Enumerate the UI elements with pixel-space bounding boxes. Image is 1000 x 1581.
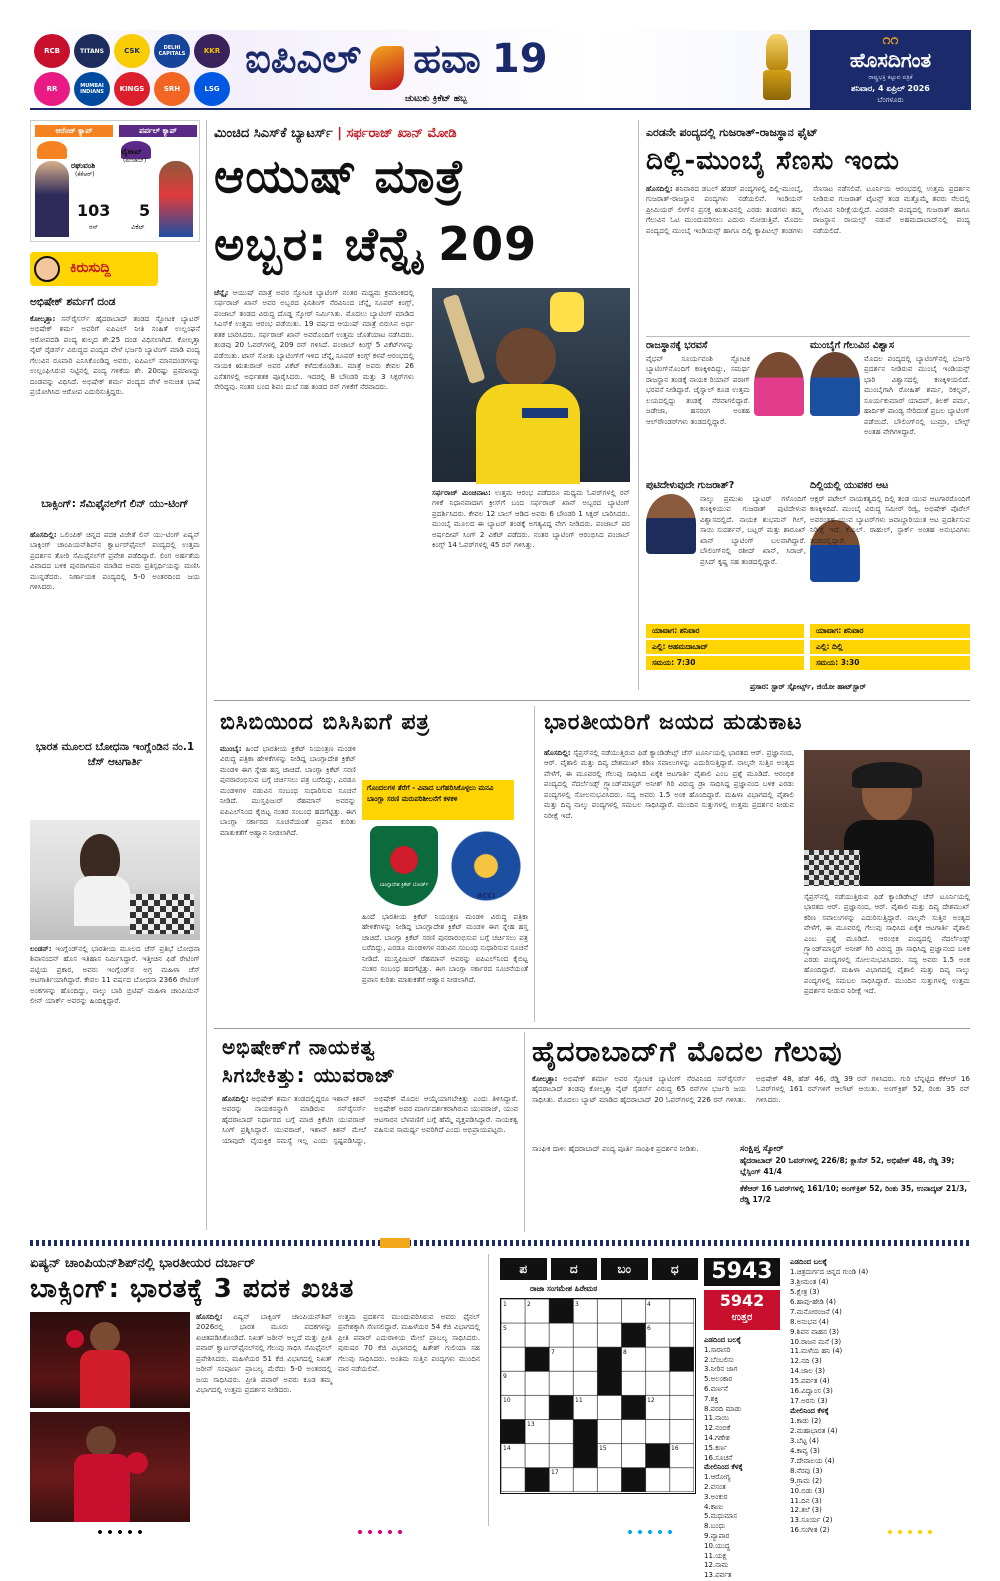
grid-num-11: 11 [575,1397,583,1404]
match-preview-kicker: ಎರಡನೇ ಪಂದ್ಯದಲ್ಲಿ ಗುಜರಾತ್-ರಾಜಸ್ಥಾನ ಫೈಟ್ [646,126,818,139]
answer-down-5: 7.ದೇವಾಲಯ (4) [790,1456,835,1465]
answer-across-8: 10.ರಾಜನ ಮನೆ (3) [790,1337,842,1346]
grid-num-4: 4 [647,1301,651,1308]
answer-across-12: 15.ಪರ್ವತ (4) [790,1377,830,1386]
clue-across-11: 15.ಕರ್ಣ [704,1443,727,1452]
chess-headline: ಭಾರತೀಯರಿಗೆ ಜಯದ ಹುಡುಕಾಟ [544,710,803,735]
bcb-body-1: ಮುಂಬೈ: ಹಿಂದೆ ಭಾರತೀಯ ಕ್ರಿಕೆಟ್ ನಿಯಂತ್ರಣ ಮಂಡಳಿ ವಿರುದ್ಧ ಪತ್ರಿಕಾ ಹೇಳಿಕೆಗಳನ್ನು ನೀಡಿದ್ದ ಬಾಂಗ್ಲಾದೇಶ ಕ್ರಿಕೆಟ್ ಮಂಡಳಿ ಈಗ ಸ್ನೇಹ ಹಸ್ತ ಚಾಚಿದೆ. ಬಾಂಗ್ಲಾ ಕ್ರಿಕೆಟ್ ಸರಣಿ ಪುನರಾರಂಭಿಸುವ ಬಗ್ಗೆ ಚರ್ಚಿಸಲು ಪತ್ರ ಬರೆದಿದ್ದು, ಎರಡೂ ಮಂಡಳಿಗಳ ನಡುವಿನ ಸಂಬಂಧ ಸುಧಾರಿಸುವ ಸೂಚನೆ ನೀಡಿದೆ. ಮುಸ್ತಫಿಜುರ್ ರೆಹಮಾನ್ ಅವರನ್ನು ಐಪಿಎಲ್‌ನಿಂದ ಕೈಬಿಟ್ಟ ನಂತರ ಸಂಬಂಧ ಹದಗೆಟ್ಟಿತ್ತು. ಈಗ ಬಾಂಗ್ಲಾ ಸರ್ಕಾರದ ಸೂಚನೆಯಂತೆ ಪ್ರವಾಸ ಕುರಿತು ಮಾತುಕತೆಗೆ ಆಹ್ವಾನ ನೀಡಲಾಗಿದೆ. [220,744,357,837]
paper-sub: ರಾಷ್ಟ್ರಭಕ್ತಿ ಕಟ್ಟುವ ಪತ್ರಿಕೆ [868,74,913,81]
srh-body: ಕೋಲ್ಕತ್ತಾ: ಅಭಿಷೇಕ್ ಶರ್ಮಾ ಅವರ ಸ್ಫೋಟಕ ಬ್ಯಾಟಿಂಗ್ ನೆರವಿನಿಂದ ಸನ್‌ರೈಸರ್ಸ್ ಹೈದರಾಬಾದ್ ತಂಡವು ಕೋಲ್ಕತ್ತಾ ನೈಟ್ ರೈಡರ್ಸ್ ವಿರುದ್ಧ 65 ರನ್‌ಗಳ ಭರ್ಜರಿ ಜಯ ಸಾಧಿಸಿತು. ಮೊದಲು ಬ್ಯಾಟ್ ಮಾಡಿದ ಹೈದರಾಬಾದ್ 20 ಓವರ್‌ಗಳಲ್ಲಿ 226 ರನ್ ಗಳಿಸಿತು. ಅಭಿಷೇಕ್ 48, ಹೆಡ್ 46, ರೆಡ್ಡಿ 39 ರನ್ ಗಳಿಸಿದರು. ಗುರಿ ಬೆನ್ನಟ್ಟಿದ ಕೆಕೆಆರ್ 16 ಓವರ್‌ಗಳಲ್ಲಿ 161 ರನ್‌ಗಳಿಗೆ ಆಲೌಟ್ ಆಯಿತು. ಅಂಗ್‌ಕ್ರಿಶ್ 52, ರಿಂಕು 35 ರನ್ ಗಳಿಸಿದರು. [532,1074,970,1104]
brief-1-body: ಕೋಲ್ಕತ್ತಾ: ಸನ್‌ರೈಸರ್ಸ್ ಹೈದರಾಬಾದ್ ತಂಡದ ಸ್ಫೋಟಕ ಬ್ಯಾಟರ್ ಅಭಿಷೇಕ್ ಶರ್ಮ ಅವರಿಗೆ ಐಪಿಎಲ್ ನೀತಿ ಸಂಹಿತೆ ಉಲ್ಲಂಘನೆ ಆರೋಪದಡಿ ಪಂದ್ಯ ಶುಲ್ಕದ ಶೇ.25 ದಂಡ ವಿಧಿಸಲಾಗಿದೆ. ಕೋಲ್ಕತ್ತಾ ನೈಟ್ ರೈಡರ್ಸ್ ವಿರುದ್ಧದ ಪಂದ್ಯದ ವೇಳೆ ಭರ್ಜರಿ ಬ್ಯಾಟಿಂಗ್ ಮಾಡಿ ಪಂದ್ಯ ಗೆಲುವಿನ ರೂವಾರಿ ಎನಿಸಿಕೊಂಡಿದ್ದ ಅವರು, ಐಪಿಎಲ್ ಮಾನದಂಡಗಳನ್ನು ಉಲ್ಲಂಘಿಸಿರುವ ನಿಟ್ಟಿನಲ್ಲಿ ಪಂದ್ಯ ಗಳಿಕೆಯ ಶೇ. 20ರಷ್ಟು ಪ್ರಮಾಣದ್ದು ದಂಡವನ್ನು ವಿಧಿಸಿದೆ. ಅಭಿಷೇಕ್ ಶರ್ಮ ಪಂದ್ಯದ ವೇಳೆ ಅನುಚಿತ ಭಾಷೆ ಪ್ರಯೋಗಿಸಿದ ಆರೋಪ ಎದುರಿಸುತ್ತಿದ್ದರು. [30,314,200,397]
answers-list [790,1258,970,1535]
orange-cap-unit: ರನ್ [89,223,99,231]
grid-num-13: 13 [527,1421,535,1428]
orange-cap-label: ಆರೆಂಜ್ ಕ್ಯಾಪ್ [35,125,113,137]
grid-num-10: 10 [503,1397,511,1404]
grid-num-5: 5 [503,1325,507,1332]
clue-across-10: 14.ಗಣೇಶ [704,1433,730,1442]
lead-headline-1: ಆಯುಷ್ ಮಾತ್ರೆ [214,149,465,203]
grid-num-15: 15 [599,1445,607,1452]
purple-player-photo [159,161,193,237]
banner-title-ipl: ಐಪಿಎಲ್ [245,36,362,82]
brief-3-body: ಲಂಡನ್: ಇಂಗ್ಲೆಂಡ್‌ನಲ್ಲಿ ಭಾರತೀಯ ಮೂಲದ ಚೆಸ್ ಪ್ರತಿಭೆ ಬೋಧನಾ ಶಿವಾನಂದನ್ ಹೊಸ ಇತಿಹಾಸ ನಿರ್ಮಿಸಿದ್ದಾರೆ. ಇತ್ತೀಚಿನ ಫಿಡೆ ರೇಟಿಂಗ್ ಪಟ್ಟಿಯ ಪ್ರಕಾರ, ಅವರು ಇಂಗ್ಲೆಂಡ್‌ನ ಅಗ್ರ ಮಹಿಳಾ ಚೆಸ್ ಆಟಗಾರ್ತಿಯಾಗಿದ್ದಾರೆ. ಕೇವಲ 11 ವರ್ಷದ ಬೋಧನಾ 2366 ರೇಟಿಂಗ್ ಅಂಕಗಳನ್ನು ಹೊಂದಿದ್ದು, ನಾಲ್ಕು ಬಾರಿ ಬ್ರಿಟಿಷ್ ಮಹಿಳಾ ಚಾಂಪಿಯನ್ ಲೀನ್ ಯಾರ್ಕ್ ಅವರನ್ನು ಹಿಂದಿಕ್ಕಿದ್ದಾರೆ. [30,944,200,1006]
bcci-logo-text: BCCI [476,892,496,900]
answer-down-11: 13.ಸೂರ್ಯ (2) [790,1516,833,1525]
match-1-where: ಎಲ್ಲಿ: ಅಹಮದಾಬಾದ್ [646,640,804,654]
ayush-mhatre-photo [432,288,630,482]
clue-across-4: 5.ಅಲಂಕಾರ [704,1375,733,1384]
grid-num-2: 2 [527,1301,531,1308]
boxer-photo-2 [30,1412,190,1522]
clue-down-7: 9.ವ್ಯಾಪಾರ [704,1531,730,1540]
answers-across-title: ಎಡದಿಂದ ಬಲಕ್ಕೆ [790,1258,827,1266]
clue-across-1: 1.ಸಾರಾಸರಿ [704,1345,731,1354]
team-logo-rr: RR [34,72,70,106]
chess-body-2: ಸೈಪ್ರಸ್‌ನಲ್ಲಿ ನಡೆಯುತ್ತಿರುವ ಫಿಡೆ ಕ್ಯಾಂಡಿಡೇಟ್ಸ್ ಚೆಸ್ ಟೂರ್ನಿಯಲ್ಲಿ ಭಾರತದ ಆರ್. ಪ್ರಜ್ಞಾನಂದ, ಆರ್. ವೈಶಾಲಿ ಮತ್ತು ದಿವ್ಯ ದೇಶಮುಖ್ ಕಠಿಣ ಸವಾಲುಗಳನ್ನು ಎದುರಿಸುತ್ತಿದ್ದಾರೆ. ನಾಲ್ಕನೇ ಸುತ್ತಿನ ಅಂತ್ಯದ ವೇಳೆಗೆ, ಈ ಮೂವರಲ್ಲಿ ಗೆಲುವು ಸಾಧಿಸಿದ ಏಕೈಕ ಆಟಗಾರ್ತಿ ವೈಶಾಲಿ ಎಂಬ ಪ್ರಶ್ನೆ ಮೂಡಿದೆ. ಆರಂಭಿಕ ಪಂದ್ಯದಲ್ಲಿ ನೆದರ್ಲೆಂಡ್ಸ್ ಗ್ರ್ಯಾಂಡ್‌ಮಾಸ್ಟರ್ ಅನೀಶ್ ಗಿರಿ ವಿರುದ್ಧ ಡ್ರಾ ಸಾಧಿಸಿದ್ದ ಪ್ರಜ್ಞಾನಂದ ಬಳಿಕ ಎರಡು ಪಂದ್ಯಗಳಲ್ಲಿ ಸೋಲನುಭವಿಸಿದರು. ಸದ್ಯ ಅವರು 1.5 ಅಂಕ ಹೊಂದಿದ್ದಾರೆ. ಮಹಿಳಾ ವಿಭಾಗದಲ್ಲಿ ವೈಶಾಲಿ ಮತ್ತು ದಿವ್ಯ ನಾಲ್ಕು ಪಂದ್ಯಗಳಲ್ಲಿ ಸಮಬಲ ಸಾಧಿಸಿದ್ದಾರೆ. ಮುಂದಿನ ಸುತ್ತುಗಳಲ್ಲಿ ಉತ್ತಮ ಪ್ರದರ್ಶನ ನೀಡುವ ನಿರೀಕ್ಷೆ ಇದೆ. [804,892,970,995]
boxing-body-1: ಹೊಸದಿಲ್ಲಿ: ಏಷ್ಯನ್ ಬಾಕ್ಸಿಂಗ್ ಚಾಂಪಿಯನ್‌ಶಿಪ್ 2026ರಲ್ಲಿ ಭಾರತ ಮೂರು ಪದಕಗಳನ್ನು ಖಚಿತಪಡಿಸಿಕೊಂಡಿದೆ. ನಿಖತ್ ಜರೀನ್ ಅಲ್ಲದೆ ಮತ್ತು ಪ್ರೀತಿ ಪವಾರ್ ಕ್ವಾರ್ಟರ್‌ಫೈನಲ್‌ನಲ್ಲಿ ಗೆಲುವು ಸಾಧಿಸಿ ಸೆಮಿಫೈನಲ್ ಪ್ರವೇಶಿಸಿದರು. ಮಹಿಳೆಯರ 51 ಕೆಜಿ ವಿಭಾಗದಲ್ಲಿ ನಿಖತ್ ಜರೀನ್ ಸಂಪೂರ್ಣ ಪ್ರಾಬಲ್ಯ ಮೆರೆದು 5-0 ಅಂತರದಲ್ಲಿ ಜಯ ಸಾಧಿಸಿದರು. ಪ್ರೀತಿ ಪವಾರ್ ಅವರು ಕೂಡ ತಮ್ಮ ವಿಭಾಗದಲ್ಲಿ ಉತ್ತಮ ಪ್ರದರ್ಶನ ನೀಡಿದರು. [196,1312,332,1395]
kirusuddi-label [30,252,158,286]
answer-number: 5942 [719,1291,765,1310]
answer-across-5: 7.ಮನೋರಂಜನೆ (4) [790,1307,842,1316]
crossword-grid-svg [501,1299,694,1492]
grid-num-6: 6 [647,1325,651,1332]
answer-across-13: 16.ವಿದ್ವಾಂಸ (3) [790,1387,833,1396]
clue-down-9: 11.ಯಕ್ಷ [704,1551,727,1560]
srh-score-2: ಕೆಕೆಆರ್ 16 ಓವರ್‌ಗಳಲ್ಲಿ 161/10; ಅಂಗ್‌ಕ್ರಿಶ್ 52, ರಿಂಕು 35, ಉನಾದ್ಕಟ್ 21/3, ರೆಡ್ಡಿ 17/2 [740,1181,970,1206]
clue-across-3: 3.ನೀರಿನ ಜಾಗ [704,1365,738,1374]
team-logo-lsg: LSG [194,72,230,106]
crossword-author: ರಾಜಾ ಸಂಗಮೇಶ ಹಿರೇಮಠ [530,1284,598,1293]
answer-down-7: 9.ಗ್ರಾಮ (2) [790,1476,823,1485]
team-logo-rcb: RCB [34,34,70,68]
brief-2-body: ಹೊಸದಿಲ್ಲಿ: ಒಲಿಂಪಿಕ್ ಚಿನ್ನದ ಪದಕ ವಿಜೇತೆ ಲಿನ್ ಯು-ಟಿಂಗ್ ಏಷ್ಯನ್ ಬಾಕ್ಸಿಂಗ್ ಚಾಂಪಿಯನ್‌ಶಿಪ್‌ನ ಕ್ವಾರ್ಟರ್‌ಫೈನಲ್ ಪಂದ್ಯದಲ್ಲಿ ಉತ್ತಮ ಪ್ರದರ್ಶನ ತೋರಿ ಸೆಮಿಫೈನಲ್‌ಗೆ ಪ್ರವೇಶ ಪಡೆದಿದ್ದಾರೆ. ಲಿಂಗ ಅರ್ಹತೆಯ ವಿವಾದದ ಬಳಿಕ ಪುನರಾಗಮನ ಮಾಡಿದ ಅವರು ಪ್ರತಿಸ್ಪರ್ಧಿಯನ್ನು ಮಣಿಸಿ ಮುನ್ನಡೆದರು. ನಿರ್ಣಾಯಕ ಪಂದ್ಯದಲ್ಲಿ 5-0 ಅಂತರದಿಂದ ಜಯ ಗಳಿಸಿದರು. [30,530,200,592]
section-divider [30,1240,970,1246]
answer-down-10: 12.ತಲೆ (3) [790,1506,822,1515]
answer-across-3: 5.ಕ್ಷೇತ್ರ (3) [790,1287,820,1296]
answer-across-2: 3.ಶ್ರೀಮಂತ (4) [790,1277,829,1286]
trophy-icon [760,34,794,106]
bcb-highlight-line-2: ಬಾಂಗ್ಲಾ ಸರಣಿ ಮರುಪರಿಶೀಲನೆಗೆ ಕಳಕಳಿ [367,794,458,803]
section-divider-accent [380,1238,410,1248]
banner-tagline: ಚುಟುಕು ಕ್ರಿಕೆಟ್ ಹಬ್ಬ [405,94,468,104]
srh-headline: ಹೈದರಾಬಾದ್‌ಗೆ ಮೊದಲ ಗೆಲುವು [532,1035,843,1068]
answer-across-11: 14.ಜಾಲ (3) [790,1367,825,1376]
crossword-letter-2: ದ [551,1258,598,1280]
grid-num-8: 8 [623,1349,627,1356]
mi-box-title: ಮುಂಬೈಗೆ ಗೆಲುವಿನ ವಿಶ್ವಾಸ [810,340,895,351]
match-info-dc-mi [810,624,970,670]
dc-box-body: ಆಕ್ಷರ್ ಪಟೇಲ್ ನಾಯಕತ್ವದಲ್ಲಿ ದಿಲ್ಲಿ ತಂಡ ಯುವ ಆಟಗಾರರೊಂದಿಗೆ ಕಣಕ್ಕಿಳಿದಿದೆ. ಮುಂಬೈ ವಿರುದ್ಧ ಸಮೀರ್ ರಿಜ್ವಿ, ಅಭಿಷೇಕ್ ಪೊರೆಲ್ ಅವರಂತಹ ಯುವ ಬ್ಯಾಟರ್‌ಗಳು ಜವಾಬ್ದಾರಿಯುತ ಆಟ ಪ್ರದರ್ಶಿಸುವ ನಿರೀಕ್ಷೆ ಇದೆ. ಕೆ.ಎಲ್. ರಾಹುಲ್, ಸ್ಟಾರ್ಕ್ ಅಂತಹ ಅನುಭವಿಗಳು ತಂಡದಲ್ಲಿದ್ದಾರೆ. [810,494,970,545]
bcb-logo-text: ಬಾಂಗ್ಲಾದೇಶ ಕ್ರಿಕೆಟ್ ಬೋರ್ಡ್ [379,882,429,888]
srh-score-1: ಹೈದರಾಬಾದ್ 20 ಓವರ್‌ಗಳಲ್ಲಿ 226/8; ಕ್ಲಾಸೆನ್ 52, ಅಭಿಷೇಕ್ 48, ರೆಡ್ಡಿ 39; ಬ್ಲೆಸ್ಸಿಂಗ್ 41/4 [740,1156,955,1176]
answer-across-10: 12.ನದಿ (3) [790,1357,822,1366]
purple-player-name: ವೈಶಾಖ್ [121,147,143,156]
kirusuddi-title: ಕಿರುಸುದ್ದಿ [70,260,111,276]
answer-across-4: 6.ಹಾವು-ಹೇಡಿ (4) [790,1297,836,1306]
page-number: ೧೧ [882,32,899,48]
lead-body-2: ಸರ್ಫರಾಜ್ ಮಿಂಚಿನಾಟ: ಉತ್ತಮ ಆರಂಭ ಪಡೆದರೂ ಮಧ್ಯಮ ಓವರ್‌ಗಳಲ್ಲಿ ರನ್ ಗಳಿಕೆ ನಿಧಾನವಾದಾಗ ಕ್ರೀಸ್‌ಗೆ ಬಂದ ಸರ್ಫರಾಜ್ ಖಾನ್ ಅಬ್ಬರದ ಬ್ಯಾಟಿಂಗ್ ಪ್ರದರ್ಶಿಸಿದರು. ಕೇವಲ 12 ಬಾಲ್ ಆಡಿದ ಅವರು 6 ಬೌಂಡರಿ 1 ಸಿಕ್ಸರ್ ಬಾರಿಸಿದರು. ಮುಂಬೈ ಮೂಲದ ಈ ಬ್ಯಾಟರ್ ತಂಡಕ್ಕೆ ಅಗತ್ಯವಿದ್ದ ವೇಗ ನೀಡಿದರು. ಪಂಜಾಬ್ ಪರ ಅರ್ಷದೀಪ್ ಸಿಂಗ್ 2 ವಿಕೆಟ್ ಪಡೆದರು. ನಂತರ ಬ್ಯಾಟಿಂಗ್ ಆರಂಭಿಸಿದ ಪಂಜಾಬ್ ಕಿಂಗ್ಸ್ 14 ಓವರ್‌ಗಳಲ್ಲಿ 45 ರನ್ ಗಳಿಸಿತ್ತು. [432,488,630,550]
clue-across-8: 11.ನಾಯಿ [704,1414,730,1423]
match-2-time: ಸಮಯ: 3:30 [810,656,970,670]
rr-player-photo [754,352,804,416]
yuvraj-headline-1: ಅಭಿಷೇಕ್‌ಗೆ ನಾಯಕತ್ವ [222,1035,376,1059]
clue-down-2: 2.ವಸಂತ [704,1482,726,1491]
clue-across-2: 2.ಬೆಂಬಲಿಸು [704,1355,734,1364]
answer-down-1: 1.ಕಾಡು (2) [790,1417,822,1425]
boxing-headline: ಬಾಕ್ಸಿಂಗ್: ಭಾರತಕ್ಕೆ 3 ಪದಕ ಖಚಿತ [30,1274,355,1304]
answer-down-6: 8.ನೆರವು (3) [790,1466,823,1475]
grid-num-17: 17 [551,1469,559,1476]
match-preview-body: ಹೊಸದಿಲ್ಲಿ: ಶನಿವಾರದ ಡಬಲ್ ಹೆಡರ್ ಪಂದ್ಯಗಳಲ್ಲಿ ದಿಲ್ಲಿ-ಮುಂಬೈ, ಗುಜರಾತ್-ರಾಜಸ್ಥಾನ ಪಂದ್ಯಗಳು ನಡೆಯಲಿವೆ. ಇಂಡಿಯನ್ ಪ್ರೀಮಿಯರ್ ಲೀಗ್‌ನ ಪ್ರಸಕ್ತ ಋತುವಿನಲ್ಲಿ ಎರಡು ತಂಡಗಳು ತಮ್ಮ ಗೆಲುವಿನ ಓಟ ಮುಂದುವರಿಸಲು ಎದುರು ನೋಡುತ್ತಿವೆ. ಮೊದಲ ಪಂದ್ಯದಲ್ಲಿ ಮುಂಬೈ ಇಂಡಿಯನ್ಸ್ ಹಾಗೂ ದಿಲ್ಲಿ ಕ್ಯಾಪಿಟಲ್ಸ್ ತಂಡಗಳು ಸೆಣಸಾಟ ನಡೆಸಲಿವೆ. ಟೂರ್ನಿಯ ಆರಂಭದಲ್ಲಿ ಉತ್ತಮ ಪ್ರದರ್ಶನ ನೀಡಿರುವ ಗುಜರಾತ್ ಟೈಟನ್ಸ್ ತಂಡ ಮತ್ತೊಮ್ಮೆ ತವರು ನೆಲದಲ್ಲಿ ಗೆಲುವಿನ ನಿರೀಕ್ಷೆಯಲ್ಲಿದೆ. ಎರಡನೇ ಪಂದ್ಯದಲ್ಲಿ ಗುಜರಾತ್ ಹಾಗೂ ರಾಜಸ್ಥಾನ ರಾಯಲ್ಸ್ ನಡುವೆ ಅಹಮದಾಬಾದ್‌ನಲ್ಲಿ ಪಂದ್ಯ ನಡೆಯಲಿದೆ. [646,184,970,235]
boxing-body-2: ಉತ್ತಮ ಪ್ರದರ್ಶನ ಮುಂದುವರಿಸಿರುವ ಅವರು ಫೈನಲ್ ಪ್ರವೇಶಕ್ಕಾಗಿ ಸೆಣಸಲಿದ್ದಾರೆ. ಮಹಿಳೆಯರ 54 ಕೆಜಿ ವಿಭಾಗದಲ್ಲಿ ಪ್ರೀತಿ ಪವಾರ್ ಎದುರಾಳಿಯ ಮೇಲೆ ಪ್ರಾಬಲ್ಯ ಸಾಧಿಸಿದರು. ಪುರುಷರ 70 ಕೆಜಿ ವಿಭಾಗದಲ್ಲಿ ಹಿತೇಶ್ ಗುಲಿಯಾ ಸಹ ಗೆಲುವು ಸಾಧಿಸಿದರು. ಅಂತಿಮ ಸುತ್ತಿನ ಪಂದ್ಯಗಳು ಮುಂದಿನ ವಾರ ನಡೆಯಲಿವೆ. [338,1312,480,1374]
bcb-body-2: ಹಿಂದೆ ಭಾರತೀಯ ಕ್ರಿಕೆಟ್ ನಿಯಂತ್ರಣ ಮಂಡಳಿ ವಿರುದ್ಧ ಪತ್ರಿಕಾ ಹೇಳಿಕೆಗಳನ್ನು ನೀಡಿದ್ದ ಬಾಂಗ್ಲಾದೇಶ ಕ್ರಿಕೆಟ್ ಮಂಡಳಿ ಈಗ ಸ್ನೇಹ ಹಸ್ತ ಚಾಚಿದೆ. ಬಾಂಗ್ಲಾ ಕ್ರಿಕೆಟ್ ಸರಣಿ ಪುನರಾರಂಭಿಸುವ ಬಗ್ಗೆ ಚರ್ಚಿಸಲು ಪತ್ರ ಬರೆದಿದ್ದು, ಎರಡೂ ಮಂಡಳಿಗಳ ನಡುವಿನ ಸಂಬಂಧ ಸುಧಾರಿಸುವ ಸೂಚನೆ ನೀಡಿದೆ. ಮುಸ್ತಫಿಜುರ್ ರೆಹಮಾನ್ ಅವರನ್ನು ಐಪಿಎಲ್‌ನಿಂದ ಕೈಬಿಟ್ಟ ನಂತರ ಸಂಬಂಧ ಹದಗೆಟ್ಟಿತ್ತು. ಈಗ ಬಾಂಗ್ಲಾ ಸರ್ಕಾರದ ಸೂಚನೆಯಂತೆ ಪ್ರವಾಸ ಕುರಿತು ಮಾತುಕತೆಗೆ ಆಹ್ವಾನ ನೀಡಲಾಗಿದೆ. [362,912,528,984]
answer-box [704,1290,780,1330]
orange-player-team: (ಕೆಕೆಆರ್) [75,171,95,178]
clue-down-10: 12.ನಾಮ [704,1561,729,1570]
pointing-hand-icon [34,256,60,282]
team-logo-kkr: KKR [194,34,230,68]
orange-cap-runs: 103 [77,201,111,220]
grid-num-12: 12 [647,1397,655,1404]
crossword-letter-1: ಪ [500,1258,547,1280]
clue-across-7: 8.ವರದಿ ಮಾಡು [704,1404,742,1413]
rr-box-body: ವೈಭವ್ ಸೂರ್ಯವಂಶಿ ಸ್ಫೋಟಕ ಬ್ಯಾಟಿಂಗ್‌ನೊಂದಿಗೆ ಕಣಕ್ಕಿಳಿದಿದ್ದು, ಸಮರ್ಥ ರಾಜಸ್ಥಾನ ತಂಡಕ್ಕೆ ನಾಯಕ ರಿಯಾನ್ ಪರಾಗ್ ಭರವಸೆ ನೀಡಿದ್ದಾರೆ. ಜೈಸ್ವಾಲ್ ಕೂಡ ಉತ್ತಮ ಲಯದಲ್ಲಿದ್ದು ತಂಡಕ್ಕೆ ನೆರವಾಗಲಿದ್ದಾರೆ. ಜಡೇಜಾ, ಹಸರಂಗ ಅಂತಹ ಆಲ್‌ರೌಂಡರ್‌ಗಳು ತಂಡದಲ್ಲಿದ್ದಾರೆ. [646,354,750,426]
crossword-number: 5943 [704,1258,780,1286]
purple-cap-unit: ವಿಕೆಟ್ [131,223,145,231]
answer-down-4: 4.ಕಾವ್ಯ (3) [790,1446,820,1455]
srh-footer: ಸಾಂಘಿಕ ದಾಳಿ: ಹೈದರಾಬಾದ್ ಪಂದ್ಯ ಪೂರ್ತಿ ಸಾಂಘಿಕ ಪ್ರದರ್ಶನ ನೀಡಿತು. [532,1144,699,1153]
bcb-highlight-box [362,780,514,820]
brief-2-headline: ಬಾಕ್ಸಿಂಗ್: ಸೆಮಿಫೈನಲ್‌ಗೆ ಲಿನ್ ಯು-ಟಿಂಗ್ [41,498,189,510]
yuvraj-body: ಹೊಸದಿಲ್ಲಿ: ಅಭಿಷೇಕ್ ಶರ್ಮ ತಂಡದಲ್ಲಿದ್ದರೂ ಇಶಾನ್ ಕಿಶನ್ ಅವರನ್ನು ನಾಯಕನನ್ನಾಗಿ ಮಾಡಿರುವ ಸನ್‌ರೈಸರ್ಸ್ ಹೈದರಾಬಾದ್ ನಿರ್ಧಾರದ ಬಗ್ಗೆ ಮಾಜಿ ಕ್ರಿಕೆಟಿಗ ಯುವರಾಜ್ ಸಿಂಗ್ ಪ್ರಶ್ನಿಸಿದ್ದಾರೆ. ಯುವರಾಜ್, ಇಶಾನ್ ಕಿಶನ್ ಮೇಲೆ ಯಾವುದೇ ವೈಯಕ್ತಿಕ ಸಮಸ್ಯೆ ಇಲ್ಲ ಎಂದು ಸ್ಪಷ್ಟಪಡಿಸಿದ್ದು, ಅಭಿಷೇಕ್ ಮೊದಲ ಆಯ್ಕೆಯಾಗಬೇಕಿತ್ತು ಎಂದು ತಿಳಿಸಿದ್ದಾರೆ. ಅಭಿಷೇಕ್ ಅವರ ಮಾರ್ಗದರ್ಶಕರಾಗಿರುವ ಯುವರಾಜ್, ಯುವ ಆಟಗಾರನ ಬೆಳವಣಿಗೆ ಬಗ್ಗೆ ಹೆಮ್ಮೆ ವ್ಯಕ್ತಪಡಿಸಿದ್ದಾರೆ. ನಾಯಕತ್ವ ವಹಿಸುವ ಸಾಮರ್ಥ್ಯ ಅವರಿಗಿದೆ ಎಂದು ಅಭಿಪ್ರಾಯಪಟ್ಟರು. [222,1094,518,1145]
lead-body-1: ಚೆನ್ನೈ: ಆಯುಷ್ ಮಾತ್ರೆ ಅವರ ಸ್ಫೋಟಕ ಬ್ಯಾಟಿಂಗ್ ನಂತರ ಮಧ್ಯಮ ಕ್ರಮಾಂಕದಲ್ಲಿ ಸರ್ಫರಾಜ್ ಖಾನ್ ಅವರ ಅಬ್ಬರದ ಫಿನಿಶಿಂಗ್ ನೆರವಿನಿಂದ ಚೆನ್ನೈ ಸೂಪರ್ ಕಿಂಗ್ಸ್, ಪಂಜಾಬ್ ತಂಡದ ವಿರುದ್ಧ ದೊಡ್ಡ ಸ್ಕೋರ್ ನಿರ್ಮಿಸಿತು. ಮೊದಲು ಬ್ಯಾಟಿಂಗ್ ಮಾಡಿದ ಸಿಎಸ್‌ಕೆ ಉತ್ತಮ ಆರಂಭ ಪಡೆಯಿತು. 19 ವರ್ಷದ ಆಯುಷ್ ಮಾತ್ರೆ ಬಿರುಸಿನ ಅರ್ಧ ಶತಕ ಬಾರಿಸಿದರು. ಸರ್ಫರಾಜ್ ಖಾನ್ ಅವರೊಂದಿಗೆ ಉತ್ತಮ ಜೊತೆಯಾಟ ನಡೆಸಿದರು. ತಂಡವು 20 ಓವರ್‌ಗಳಲ್ಲಿ 209 ರನ್ ಗಳಿಸಿದೆ. ಪಂಜಾಬ್ ಕಿಂಗ್ಸ್ 5 ವಿಕೆಟ್‌ಗಳನ್ನು ಪಡೆಯಿತು. ಟಾಸ್ ಸೋತು ಬ್ಯಾಟಿಂಗ್‌ಗೆ ಇಳಿದ ಚೆನ್ನೈ ಸೂಪರ್ ಕಿಂಗ್ಸ್ ಕಳಪೆ ಆರಂಭದಲ್ಲಿ ನಾಯಕ ಋತುರಾಜ್ ಅವರ ವಿಕೆಟ್ ಕಳೆದುಕೊಂಡಿತು. ಮಾತ್ರೆ ಅವರು ಕೇವಲ 26 ಎಸೆತಗಳಲ್ಲಿ ಅರ್ಧಶತಕ ಪೂರೈಸಿದರು. ಇದರಲ್ಲಿ 8 ಬೌಂಡರಿ ಮತ್ತು 3 ಸಿಕ್ಸರ್‌ಗಳು ಸೇರಿದ್ದವು. ನಂತರ ಬಂದ ಶಿವಂ ದುಬೆ ಸಹ ತಂಡದ ರನ್ ಗಳಿಕೆಗೆ ನೆರವಾದರು. [214,288,414,391]
clues-across [704,1336,784,1580]
orange-cap-icon [37,141,67,159]
answers-down-title: ಮೇಲಿನಿಂದ ಕೆಳಕ್ಕೆ [790,1407,829,1416]
broadcast-info: ಪ್ರಸಾರ: ಸ್ಟಾರ್ ಸ್ಪೋರ್ಟ್ಸ್, ಜಿಯೋ ಹಾಟ್‌ಸ್ಟಾರ್ [749,682,867,691]
answer-label: ಉತ್ತರ [731,1312,753,1323]
answer-across-1: 1.ಚಿತ್ರದುರ್ಗದ ಚಿನ್ನದ ಗುಂಡಿ (4) [790,1267,869,1276]
crossword-grid[interactable] [500,1298,696,1494]
answer-across-14: 17.ಅರಸು (3) [790,1397,828,1406]
clue-down-4: 4.ಕಾಣು [704,1502,724,1511]
masthead [810,30,971,110]
gt-player-photo [646,494,696,554]
issue-date: ಶನಿವಾರ, 4 ಏಪ್ರಿಲ್ 2026 [851,84,930,93]
match-1-time: ಸಮಯ: 7:30 [646,656,804,670]
registration-marks [0,1528,1000,1538]
bcb-headline: ಬಿಸಿಬಿಯಿಂದ ಬಿಸಿಸಿಐಗೆ ಪತ್ರ [220,710,431,735]
team-logo-dc: DELHI CAPITALS [154,34,190,68]
caps-box [30,120,200,242]
grid-num-16: 16 [671,1445,679,1452]
clue-down-5: 5.ಮಧುಮಾಸ [704,1512,737,1521]
yuvraj-headline-2: ಸಿಗಬೇಕಿತ್ತು: ಯುವರಾಜ್ [222,1063,396,1087]
team-logo-srh: SRH [154,72,190,106]
match-info-gt-rr [646,624,804,670]
answer-down-9: 11.ದಿನ (3) [790,1496,822,1505]
team-logo-pbks: KINGS [114,72,150,106]
orange-player-photo [35,161,69,237]
answer-down-12: 16.ಸಂಗೀತ (2) [790,1526,830,1535]
purple-cap-wickets: 5 [139,201,151,220]
crossword-letter-3: ಬಂ [601,1258,648,1280]
crossword-letter-4: ಧ [652,1258,699,1280]
answer-across-9: 11.ಮಳೆಯ ಹನಿ (4) [790,1347,843,1356]
grid-num-7: 7 [551,1349,555,1356]
bcci-logo [446,826,526,906]
lead-headline-2: ಅಬ್ಬರ: ಚೆನ್ನೈ 209 [214,217,538,271]
grid-num-14: 14 [503,1445,511,1452]
match-2-when: ಯಾವಾಗ: ಶನಿವಾರ [810,624,970,638]
team-logos [34,32,234,108]
boxer-photo-1 [30,1312,190,1408]
answer-down-8: 10.ಬಿಡು (3) [790,1486,825,1495]
dc-box-title: ದಿಲ್ಲಿಯಲ್ಲಿ ಯುವಕರ ಆಟ [810,480,889,491]
brief-3-headline: ಭಾರತ ಮೂಲದ ಬೋಧನಾ ಇಂಗ್ಲೆಂಡಿನ ನಂ.1 ಚೆಸ್ ಆಟಗಾರ್ತಿ [35,741,195,769]
lead-kicker: ಮಿಂಚಿದ ಸಿಎಸ್‌ಕೆ ಬ್ಯಾಟರ್ಸ್ | ಸರ್ಫರಾಜ್ ಖಾನ್ ಮೋಡಿ [214,126,457,141]
mi-box-body: ಮೊದಲ ಪಂದ್ಯದಲ್ಲಿ ಬ್ಯಾಟಿಂಗ್‌ನಲ್ಲಿ ಭರ್ಜರಿ ಪ್ರದರ್ಶನ ನೀಡಿರುವ ಮುಂಬೈ ಇಂಡಿಯನ್ಸ್ ಭಾರಿ ವಿಶ್ವಾಸದಲ್ಲಿ ಕಣಕ್ಕಿಳಿಯಲಿದೆ. ಮುಂಬೈಗಾಗಿ ರೋಹಿತ್ ಶರ್ಮ, ರಿಕಲ್ಟನ್, ಸೂರ್ಯಕುಮಾರ್ ಯಾದವ್, ತಿಲಕ್ ವರ್ಮ, ಹಾರ್ದಿಕ್ ಪಾಂಡ್ಯ ಸೇರಿದಂತೆ ಪ್ರಬಲ ಬ್ಯಾಟಿಂಗ್ ಪಡೆಯಿದೆ. ಬೌಲಿಂಗ್‌ನಲ್ಲಿ ಬುಮ್ರಾ, ಬೌಲ್ಟ್ ಅಂತಹ ವೇಗಿಗಳಿದ್ದಾರೆ. [864,354,970,437]
grid-num-3: 3 [575,1301,579,1308]
match-1-when: ಯಾವಾಗ: ಶನಿವಾರ [646,624,804,638]
clues-across-title: ಎಡದಿಂದ ಬಲಕ್ಕೆ [704,1336,741,1344]
clue-down-11: 13.ಪರ್ವತ [704,1571,732,1580]
clue-down-3: 3.ಅಂಕುರ [704,1492,728,1501]
gt-box-body: ನಾಲ್ಕು ಪ್ರಮುಖ ಬ್ಯಾಟರ್ ಗಳೊಂದಿಗೆ ಕಣಕ್ಕಿಳಿಯುವ ಗುಜರಾತ್ ಪುಟಿದೇಳುವ ವಿಶ್ವಾಸದಲ್ಲಿದೆ. ನಾಯಕ ಶುಭಮನ್ ಗಿಲ್, ಸಾಯಿ ಸುದರ್ಶನ್, ಬಟ್ಲರ್ ಮತ್ತು ಶಾರೂಖ್ ಖಾನ್ ಬ್ಯಾಟಿಂಗ್ ಬಲವಾಗಿದ್ದಾರೆ. ಬೌಲಿಂಗ್‌ನಲ್ಲಿ ರಶೀದ್ ಖಾನ್, ಸಿರಾಜ್, ಪ್ರಸಿದ್ ಕೃಷ್ಣ ಸಹ ತಂಡದಲ್ಲಿದ್ದಾರೆ. [700,494,806,566]
purple-cap-label: ಪರ್ಪಲ್ ಕ್ಯಾಪ್ [119,125,197,137]
crossword-title [500,1258,698,1280]
purple-player-team: (ಪಂಜಾಬ್) [123,157,147,164]
clue-across-6: 7.ಶಕ್ತಿ [704,1394,719,1403]
match-preview-headline: ದಿಲ್ಲಿ-ಮುಂಬೈ ಸೆಣಸು ಇಂದು [646,146,900,176]
clue-across-12: 16.ಸೂಚನೆ [704,1453,733,1462]
issue-city: ಬೆಂಗಳೂರು [877,96,904,104]
answer-down-2: 2.ಮಹಾಭಾರತ (4) [790,1426,838,1435]
clue-down-1: 1.ಆರೋಗ್ಯ [704,1473,731,1482]
bowler-icon [370,46,404,90]
grid-num-1: 1 [503,1301,507,1308]
mi-player-photo [810,352,860,416]
edition-number: 19 [491,36,548,82]
bcb-highlight-line-1: ಗೊಂದಲಗಳ ತೆರೆಗೆ - ವಿವಾದ ಬಗೆಹರಿಸಿಕೊಳ್ಳಲು ಮನವಿ [367,784,494,792]
team-logo-mi: MUMBAI INDIANS [74,72,110,106]
bcb-logo [370,826,438,906]
clue-down-8: 10.ಯುದ್ಧ [704,1541,730,1550]
srh-scorecard [740,1144,970,1224]
match-2-where: ಎಲ್ಲಿ: ದಿಲ್ಲಿ [810,640,970,654]
team-logo-gt: TITANS [74,34,110,68]
brief-1-headline: ಅಭಿಷೇಕ್ ಶರ್ಮಗೆ ದಂಡ [30,296,116,308]
answer-across-6: 8.ಅನುಭವ (4) [790,1317,829,1326]
orange-player-name: ರಘುವಂಶಿ [71,161,96,170]
ipl-banner [30,30,971,110]
chess-girl-photo [30,820,200,940]
srh-score-title: ಸಂಕ್ಷಿಪ್ತ ಸ್ಕೋರ್ [740,1144,784,1154]
clue-across-9: 12.ನಂಬಿಕೆ [704,1424,731,1433]
rr-box-title: ರಾಜಸ್ಥಾನಕ್ಕೆ ಭರವಸೆ [646,340,708,351]
grid-num-9: 9 [503,1373,507,1380]
banner-title [245,36,695,92]
paper-name: ಹೊಸದಿಗಂತ [849,48,932,72]
answer-down-3: 3.ಬೆಟ್ಟ (4) [790,1436,819,1445]
answer-across-7: 9.ಶಿವನ ವಾಹನ (3) [790,1327,839,1336]
clue-across-5: 6.ವರ್ಣನೆ [704,1384,728,1393]
clues-down-title: ಮೇಲಿನಿಂದ ಕೆಳಕ್ಕೆ [704,1463,743,1472]
banner-title-hava: ಹವಾ [413,36,481,82]
team-logo-csk: CSK [114,34,150,68]
gt-box-title: ಪುಟಿದೇಳುವುದೇ ಗುಜರಾತ್? [646,480,735,491]
clue-down-6: 8.ಬಂಧು [704,1522,726,1531]
chess-body: ಹೊಸದಿಲ್ಲಿ: ಸೈಪ್ರಸ್‌ನಲ್ಲಿ ನಡೆಯುತ್ತಿರುವ ಫಿಡೆ ಕ್ಯಾಂಡಿಡೇಟ್ಸ್ ಚೆಸ್ ಟೂರ್ನಿಯಲ್ಲಿ ಭಾರತದ ಆರ್. ಪ್ರಜ್ಞಾನಂದ, ಆರ್. ವೈಶಾಲಿ ಮತ್ತು ದಿವ್ಯ ದೇಶಮುಖ್ ಕಠಿಣ ಸವಾಲುಗಳನ್ನು ಎದುರಿಸುತ್ತಿದ್ದಾರೆ. ನಾಲ್ಕನೇ ಸುತ್ತಿನ ಅಂತ್ಯದ ವೇಳೆಗೆ, ಈ ಮೂವರಲ್ಲಿ ಗೆಲುವು ಸಾಧಿಸಿದ ಏಕೈಕ ಆಟಗಾರ್ತಿ ವೈಶಾಲಿ ಎಂಬ ಪ್ರಶ್ನೆ ಮೂಡಿದೆ. ಆರಂಭಿಕ ಪಂದ್ಯದಲ್ಲಿ ನೆದರ್ಲೆಂಡ್ಸ್ ಗ್ರ್ಯಾಂಡ್‌ಮಾಸ್ಟರ್ ಅನೀಶ್ ಗಿರಿ ವಿರುದ್ಧ ಡ್ರಾ ಸಾಧಿಸಿದ್ದ ಪ್ರಜ್ಞಾನಂದ ಬಳಿಕ ಎರಡು ಪಂದ್ಯಗಳಲ್ಲಿ ಸೋಲನುಭವಿಸಿದರು. ಸದ್ಯ ಅವರು 1.5 ಅಂಕ ಹೊಂದಿದ್ದಾರೆ. ಮಹಿಳಾ ವಿಭಾಗದಲ್ಲಿ ವೈಶಾಲಿ ಮತ್ತು ದಿವ್ಯ ನಾಲ್ಕು ಪಂದ್ಯಗಳಲ್ಲಿ ಸಮಬಲ ಸಾಧಿಸಿದ್ದಾರೆ. ಮುಂದಿನ ಸುತ್ತುಗಳಲ್ಲಿ ಉತ್ತಮ ಪ್ರದರ್ಶನ ನೀಡುವ ನಿರೀಕ್ಷೆ ಇದೆ. [544,748,794,820]
praggnanandhaa-photo [804,750,970,886]
boxing-kicker: ಏಷ್ಯನ್ ಚಾಂಪಿಯನ್‌ಶಿಪ್‌ನಲ್ಲಿ ಭಾರತೀಯರ ದರ್ಬಾರ್ [30,1256,256,1271]
